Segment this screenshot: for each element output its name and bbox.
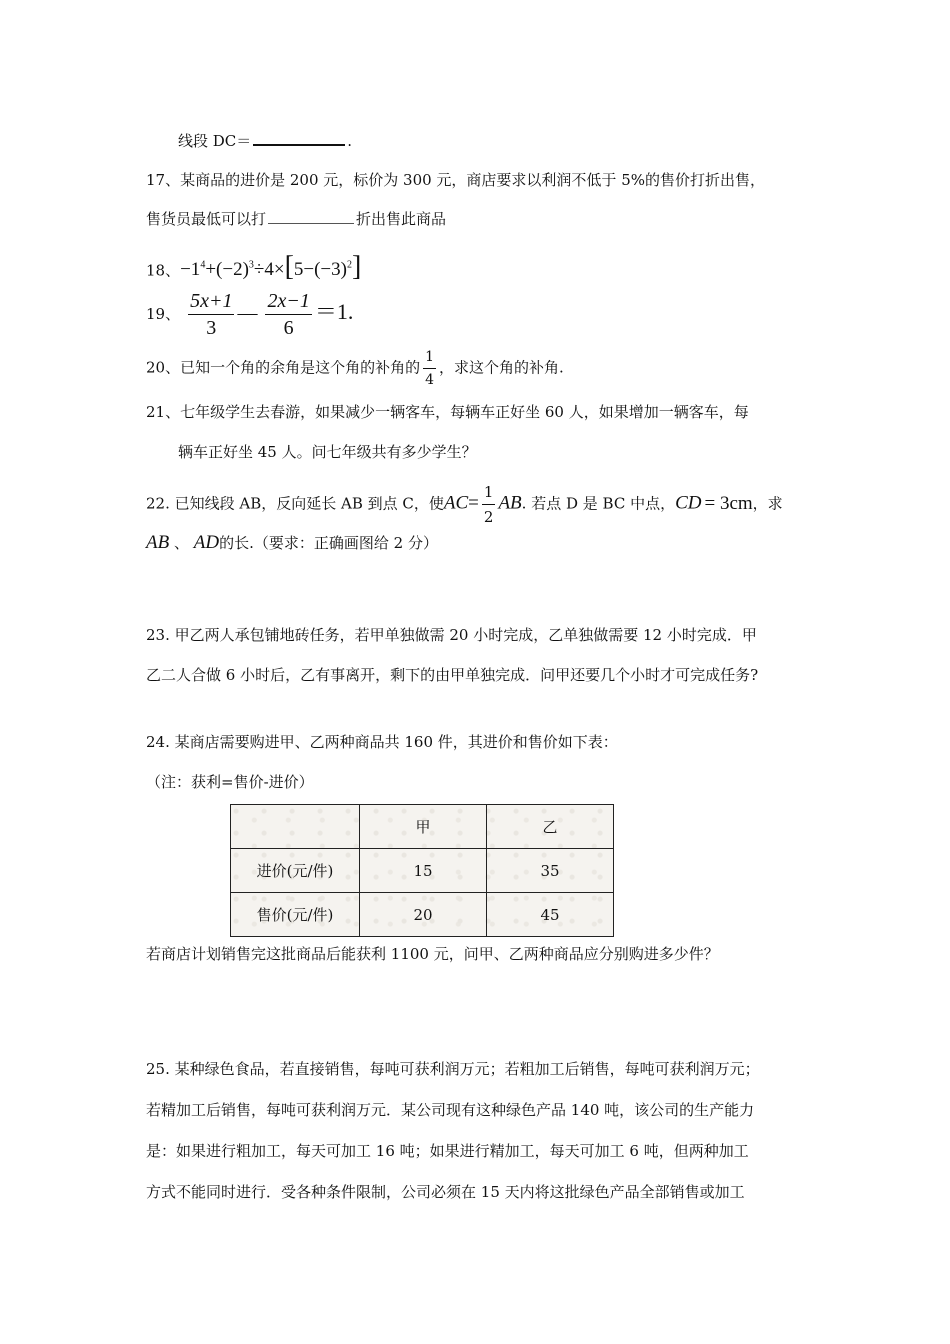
q22-instruction: 的长.（要求：正确画图给 2 分） bbox=[219, 534, 438, 552]
q25-line1: 25. 某种绿色食品，若直接销售，每吨可获利润万元；若粗加工后销售，每吨可获利润万元； bbox=[146, 1060, 760, 1078]
q18-number: 18、 bbox=[146, 261, 181, 280]
price-table bbox=[230, 804, 614, 937]
table-cell: 45 bbox=[487, 893, 614, 937]
q17-text-a: 售货员最低可以打 bbox=[146, 210, 267, 228]
table-cell: 35 bbox=[487, 849, 614, 893]
answer-blank[interactable] bbox=[253, 130, 345, 146]
table-cell: 15 bbox=[360, 849, 487, 893]
answer-blank[interactable] bbox=[268, 209, 354, 224]
table-row bbox=[231, 893, 614, 937]
q17-line2 bbox=[146, 209, 446, 229]
fraction: $\frac{2x-1}{6}$ bbox=[267, 290, 310, 339]
q16-text: 线段 DC＝ bbox=[178, 132, 252, 150]
q21-line1: 21、七年级学生去春游，如果减少一辆客车，每辆车正好坐 60 人，如果增加一辆客车，每 bbox=[146, 403, 749, 421]
q20-line bbox=[146, 346, 564, 391]
q23-line1: 23. 甲乙两人承包铺地砖任务，若甲单独做需 20 小时完成，乙单独做需要 12 小时完成．甲 bbox=[146, 626, 757, 644]
q20-text: 20、已知一个角的余角是这个角的补角的 bbox=[146, 358, 421, 377]
fraction: $\frac{1}{4}$ bbox=[423, 346, 436, 391]
table-header-cell: 乙 bbox=[487, 805, 614, 849]
table-cell: 进价(元/件) bbox=[231, 849, 360, 893]
q18-expression bbox=[146, 251, 362, 283]
q25-line2: 若精加工后销售，每吨可获利润万元．某公司现有这种绿色产品 140 吨，该公司的生产能力 bbox=[146, 1101, 755, 1119]
q25-line3: 是：如果进行粗加工，每天可加工 16 吨；如果进行精加工，每天可加工 6 吨，但两种加工 bbox=[146, 1142, 749, 1160]
table-cell: 20 bbox=[360, 893, 487, 937]
q21-line2: 辆车正好坐 45 人。问七年级共有多少学生？ bbox=[178, 443, 477, 461]
table-header-row bbox=[231, 805, 614, 849]
table-header-cell bbox=[231, 805, 360, 849]
table-row bbox=[231, 849, 614, 893]
q20-text-end: ，求这个角的补角. bbox=[439, 358, 564, 377]
q18-math: $-1^4+(-2)^3\div 4\times[5-(-3)^2]$ bbox=[180, 251, 362, 283]
fraction: $\frac{1}{2}$ bbox=[482, 480, 496, 529]
table-cell: 售价(元/件) bbox=[231, 893, 360, 937]
q16-end: . bbox=[347, 132, 353, 150]
q22-text-mid: . 若点 D 是 BC 中点， bbox=[521, 494, 676, 513]
q22-line2: AB 、 AD的长.（要求：正确画图给 2 分） bbox=[146, 532, 438, 553]
q16-tail bbox=[178, 130, 352, 151]
q24-note: （注：获利=售价-进价） bbox=[146, 773, 314, 791]
q19-math: $\frac{5x+1}{3}$ — $\frac{2x-1}{6}$ ＝1. bbox=[190, 290, 354, 339]
q24-question: 若商店计划销售完这批商品后能获利 1100 元，问甲、乙两种商品应分别购进多少件？ bbox=[146, 945, 719, 963]
q22-text-end: ，求 bbox=[752, 494, 783, 513]
q24-line1: 24. 某商店需要购进甲、乙两种商品共 160 件，其进价和售价如下表： bbox=[146, 733, 618, 751]
q22-text: 22. 已知线段 AB，反向延长 AB 到点 C，使 bbox=[146, 494, 444, 513]
fraction: $\frac{5x+1}{3}$ bbox=[190, 290, 233, 339]
q17-line1: 17、某商品的进价是 200 元，标价为 300 元，商店要求以利润不低于 5%的售价打折出售， bbox=[146, 171, 765, 189]
q19-number: 19、 bbox=[146, 305, 181, 324]
q22-line1: 22. 已知线段 AB，反向延长 AB 到点 C，使AC= $\frac{1}{2}$ AB. 若点 D 是 BC 中点，CD = 3cm，求 bbox=[146, 480, 783, 529]
table-header-cell: 甲 bbox=[360, 805, 487, 849]
q23-line2: 乙二人合做 6 小时后，乙有事离开，剩下的由甲单独完成．问甲还要几个小时才可完成任务? bbox=[146, 666, 759, 684]
q25-line4: 方式不能同时进行．受各种条件限制，公司必须在 15 天内将这批绿色产品全部销售或加工 bbox=[146, 1183, 745, 1201]
q17-text-b: 折出售此商品 bbox=[356, 210, 447, 228]
q19-equation bbox=[146, 288, 353, 341]
